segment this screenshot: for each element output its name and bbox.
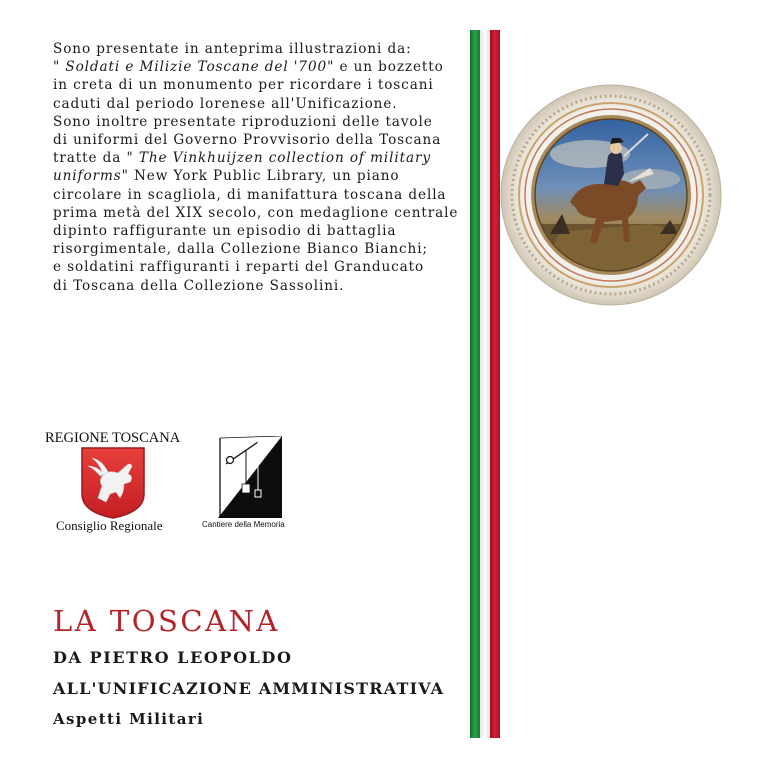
intro-text: Sono presentate in anteprima illustrazioni da: [53, 41, 412, 57]
intro-line [53, 240, 463, 258]
regione-toscana-label: REGIONE TOSCANA [45, 430, 181, 446]
intro-text: e soldatini raffiguranti i reparti del Granducato [53, 259, 425, 276]
intro-line [53, 204, 463, 222]
intro-text: prima metà del XIX secolo, con medaglione centrale [53, 204, 459, 221]
cantiere-memoria-label: Cantiere della Memoria [202, 520, 285, 529]
intro-line [53, 277, 463, 295]
subtitle-line-2: ALL'UNIFICAZIONE AMMINISTRATIVA [53, 679, 445, 698]
intro-italic-text: uniforms" [53, 168, 129, 185]
intro-paragraph [53, 40, 463, 295]
intro-text: Sono inoltre presentate riproduzioni delle tavole [53, 113, 433, 130]
intro-text: tratte da [53, 150, 127, 167]
italian-flag-ribbon-icon [468, 30, 502, 738]
intro-text: e un bozzetto [334, 59, 444, 76]
intro-line [53, 258, 463, 276]
intro-text: dipinto raffigurante un episodio di battaglia [53, 223, 397, 240]
intro-line [53, 167, 463, 185]
intro-line [53, 113, 463, 131]
intro-italic-text: " The Vinkhuijzen collection of military [126, 150, 431, 167]
intro-line [53, 95, 463, 113]
intro-line [53, 40, 463, 58]
intro-text: New York Public Library, un piano [128, 168, 400, 185]
intro-text: in creta di un monumento per ricordare i toscani [53, 77, 434, 94]
intro-text: circolare in scagliola, di manifattura toscana della [53, 186, 447, 203]
intro-text: di uniformi del Governo Provvisorio della Toscana [53, 132, 442, 149]
consiglio-regionale-label: Consiglio Regionale [56, 518, 163, 533]
subtitle-line-1: DA PIETRO LEOPOLDO [53, 648, 293, 667]
pegasus-shield-icon [80, 446, 146, 520]
intro-line [53, 222, 463, 240]
intro-italic-text: " Soldati e Milizie Toscane del '700" [53, 59, 335, 76]
intro-line [53, 186, 463, 204]
subtitle-line-3: Aspetti Militari [53, 710, 205, 728]
intro-text: di Toscana della Collezione Sassolini. [53, 277, 345, 294]
intro-text: caduti dal periodo lorenese all'Unificazione. [53, 95, 398, 112]
painted-medallion-icon [500, 84, 722, 306]
logos-area [40, 428, 300, 538]
intro-text: risorgimentale, dalla Collezione Bianco Bianchi; [53, 241, 428, 258]
intro-line [53, 76, 463, 94]
intro-line [53, 131, 463, 149]
intro-line [53, 149, 463, 167]
main-title: LA TOSCANA [53, 604, 280, 638]
intro-line [53, 58, 463, 76]
cantiere-memoria-icon [218, 436, 282, 518]
